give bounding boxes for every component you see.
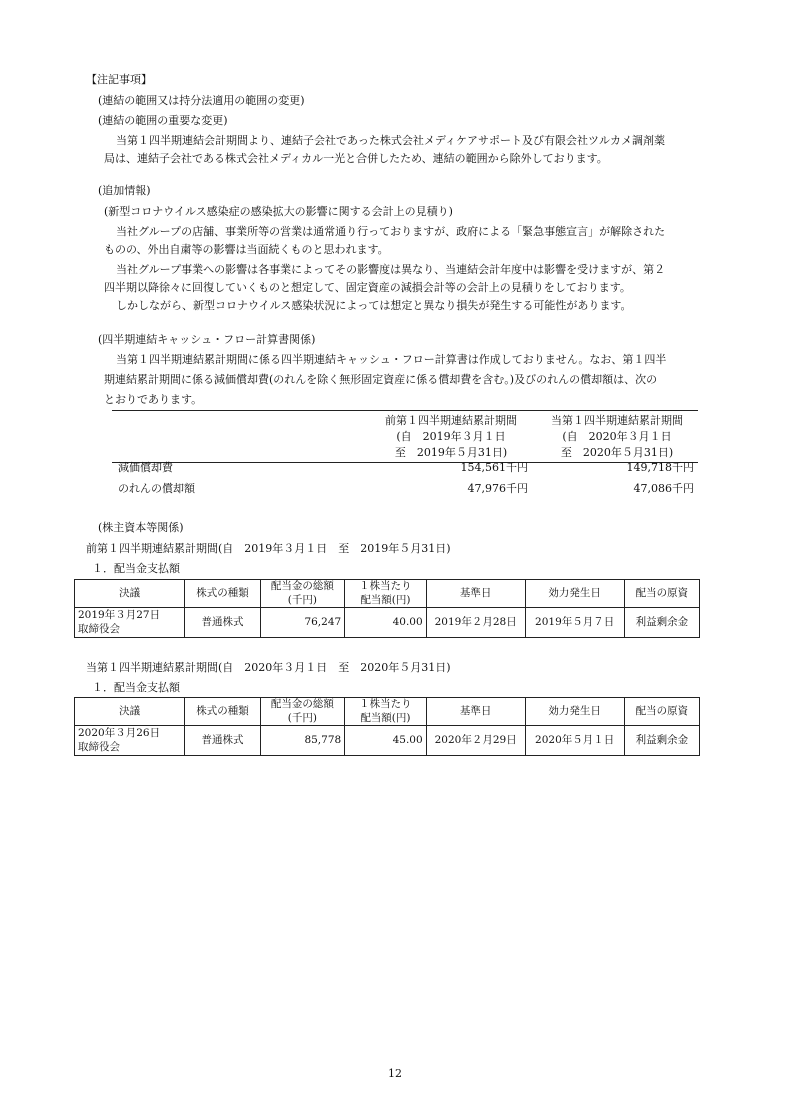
cell-effective-date: 2019年５月７日 — [525, 608, 624, 638]
dividend-subtitle: １．配当金支払額 — [92, 562, 180, 575]
table-row-label: 減価償却費 — [118, 461, 173, 474]
cell-per-share: 40.00 — [345, 608, 426, 638]
cell-resolution-line: 取締役会 — [78, 740, 120, 753]
cell-stock-type: 普通株式 — [185, 726, 260, 756]
table-cell: 154,561千円 — [460, 461, 528, 474]
curr-period-header: 当第１四半期連結累計期間 — [551, 414, 683, 427]
cash-flow-text: とおりであります。 — [104, 393, 203, 406]
cell-resolution-line: 2020年３月26日 — [78, 727, 161, 740]
col-total-line: 配当金の総額 — [270, 580, 334, 593]
dividend-table — [74, 579, 700, 638]
additional-info-heading: (追加情報) — [98, 184, 151, 197]
cell-stock-type: 普通株式 — [185, 608, 260, 638]
col-record-date: 基準日 — [426, 580, 525, 608]
table-cell: 47,976千円 — [467, 482, 528, 495]
table-row — [75, 608, 700, 638]
prev-period-header: 前第１四半期連結累計期間 — [385, 414, 517, 427]
cell-per-share: 45.00 — [345, 726, 426, 756]
col-per-share-line: 配当額(円) — [360, 711, 411, 724]
prev-period-header: (自 2019年３月１日 — [396, 430, 506, 443]
table-row-label: のれんの償却額 — [118, 482, 195, 495]
col-per-share-line: １株当たり — [359, 698, 412, 711]
col-total — [260, 580, 345, 608]
curr-period-title: 当第１四半期連結累計期間(自 2020年３月１日 至 2020年５月31日) — [86, 661, 451, 674]
col-total-line: 配当金の総額 — [270, 698, 334, 711]
cell-effective-date: 2020年５月１日 — [525, 726, 624, 756]
cell-total: 76,247 — [260, 608, 345, 638]
cell-resolution — [75, 726, 185, 756]
col-per-share — [345, 580, 426, 608]
additional-info-text: 当社グループ事業への影響は各事業によってその影響度は異なり、当連結会計年度中は影響を受けますが、第２ — [116, 263, 666, 276]
dividend-subtitle: １．配当金支払額 — [92, 681, 180, 694]
cell-source: 利益剰余金 — [624, 608, 699, 638]
depreciation-table — [112, 410, 698, 502]
cash-flow-text: 期連結累計期間に係る減価償却費(のれんを除く無形固定資産に係る償却費を含む。)及びのれんの償却額は、次の — [104, 373, 658, 386]
cash-flow-heading: (四半期連結キャッシュ・フロー計算書関係) — [98, 333, 316, 346]
col-resolution: 決議 — [75, 580, 185, 608]
cell-record-date: 2019年２月28日 — [426, 608, 525, 638]
table-row — [75, 726, 700, 756]
additional-info-text: ものの、外出自粛等の影響は当面続くものと思われます。 — [104, 243, 389, 256]
notes-heading: 【注記事項】 — [86, 73, 152, 86]
cell-resolution-line: 取締役会 — [78, 622, 120, 635]
scope-change-heading: (連結の範囲又は持分法適用の範囲の変更) — [98, 94, 305, 107]
additional-info-text: 四半期以降徐々に回復していくものと想定して、固定資産の減損会計等の会計上の見積りをしております。 — [104, 281, 631, 294]
table-cell: 47,086千円 — [633, 482, 694, 495]
dividend-table — [74, 697, 700, 756]
col-resolution: 決議 — [75, 698, 185, 726]
cell-resolution-line: 2019年３月27日 — [78, 609, 161, 622]
table-rule — [112, 410, 698, 411]
table-cell: 149,718千円 — [626, 461, 694, 474]
cell-resolution — [75, 608, 185, 638]
col-per-share — [345, 698, 426, 726]
table-header-row — [75, 698, 700, 726]
prev-period-title: 前第１四半期連結累計期間(自 2019年３月１日 至 2019年５月31日) — [86, 542, 451, 555]
col-source: 配当の原資 — [624, 698, 699, 726]
equity-heading: (株主資本等関係) — [98, 521, 184, 534]
col-record-date: 基準日 — [426, 698, 525, 726]
additional-info-subheading: (新型コロナウイルス感染症の感染拡大の影響に関する会計上の見積り) — [104, 205, 453, 218]
col-stock-type: 株式の種類 — [185, 580, 260, 608]
col-total — [260, 698, 345, 726]
table-header-row — [75, 580, 700, 608]
col-stock-type: 株式の種類 — [185, 698, 260, 726]
prev-period-header: 至 2019年５月31日) — [394, 446, 508, 459]
curr-period-header: 至 2020年５月31日) — [560, 446, 674, 459]
col-per-share-line: １株当たり — [359, 580, 412, 593]
col-effective-date: 効力発生日 — [525, 580, 624, 608]
additional-info-text: 当社グループの店舗、事業所等の営業は通常通り行っておりますが、政府による「緊急事態宣言」が解除された — [116, 225, 666, 238]
additional-info-text: しかしながら、新型コロナウイルス感染状況によっては想定と異なり損失が発生する可能性があります。 — [116, 299, 632, 312]
curr-period-header: (自 2020年３月１日 — [562, 430, 672, 443]
col-per-share-line: 配当額(円) — [360, 593, 411, 606]
cell-total: 85,778 — [260, 726, 345, 756]
scope-change-text: 当第１四半期連結会計期間より、連結子会社であった株式会社メディケアサポート及び有限会社ツルカメ調剤薬 — [116, 134, 666, 147]
col-total-line: (千円) — [287, 711, 317, 724]
scope-change-text: 局は、連結子会社である株式会社メディカル一光と合併したため、連結の範囲から除外しております。 — [104, 152, 608, 165]
col-effective-date: 効力発生日 — [525, 698, 624, 726]
col-total-line: (千円) — [287, 593, 317, 606]
scope-change-subheading: (連結の範囲の重要な変更) — [98, 114, 228, 127]
col-source: 配当の原資 — [624, 580, 699, 608]
cash-flow-text: 当第１四半期連結累計期間に係る四半期連結キャッシュ・フロー計算書は作成しておりません。なお、第１四半 — [116, 353, 667, 366]
page-number: 12 — [388, 1067, 402, 1080]
cell-source: 利益剰余金 — [624, 726, 699, 756]
cell-record-date: 2020年２月29日 — [426, 726, 525, 756]
